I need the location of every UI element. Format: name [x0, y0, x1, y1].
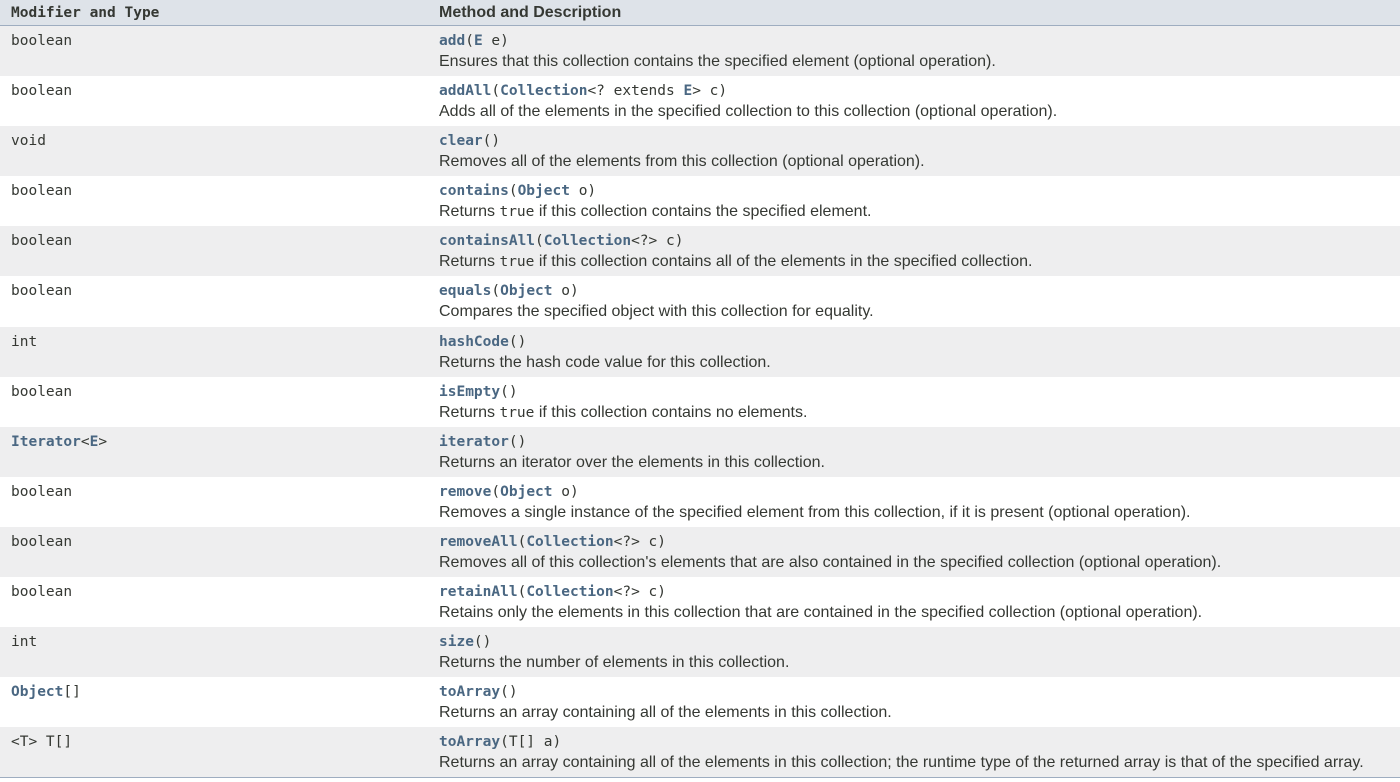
type-link[interactable]: Collection — [526, 584, 614, 601]
method-description — [439, 201, 1400, 223]
signature-text: boolean — [11, 83, 73, 100]
method-description-cell — [428, 81, 1400, 126]
type-link[interactable]: E — [89, 433, 99, 450]
method-description-cell — [428, 332, 1400, 377]
signature-text: ( — [465, 33, 474, 49]
method-description — [439, 602, 1400, 624]
method-name-link[interactable]: retainAll — [439, 584, 518, 601]
method-row-containsAll — [0, 226, 1400, 276]
signature-text: ( — [517, 584, 527, 601]
method-name-link[interactable]: clear — [439, 133, 483, 150]
method-name-link[interactable]: toArray — [439, 734, 501, 751]
modifier-type-cell — [0, 532, 428, 577]
signature-text: ( — [491, 83, 501, 100]
return-type — [11, 231, 428, 251]
description-text: if this collection contains no elements. — [534, 403, 808, 421]
method-signature — [439, 332, 1400, 352]
method-row-add — [0, 26, 1400, 76]
description-text: Returns — [439, 403, 500, 421]
modifier-type-cell — [0, 632, 428, 677]
type-link[interactable]: E — [683, 83, 693, 100]
signature-text: ( — [535, 233, 544, 250]
signature-text: int — [11, 634, 38, 651]
modifier-type-cell — [0, 432, 428, 477]
description-text: Returns — [439, 203, 500, 221]
signature-text: int — [11, 333, 38, 350]
return-type — [11, 632, 428, 652]
header-modifier-type: Modifier and Type — [11, 4, 160, 21]
description-text: Returns the number of elements in this collection. — [439, 654, 790, 672]
signature-text: (T[] a) — [500, 734, 562, 751]
description-text: Returns an iterator over the elements in this collection. — [439, 453, 825, 471]
method-description — [439, 702, 1400, 724]
method-signature — [439, 682, 1400, 702]
method-row-remove — [0, 477, 1400, 527]
type-link[interactable]: Object — [11, 684, 64, 701]
description-text: Adds all of the elements in the specified collection to this collection (optional operation). — [439, 103, 1058, 121]
method-signature — [439, 31, 1400, 51]
method-description-cell — [428, 532, 1400, 577]
inline-code: true — [499, 254, 535, 271]
description-text: Returns the hash code value for this collection. — [439, 353, 771, 371]
method-row-iterator — [0, 427, 1400, 477]
method-description-cell — [428, 382, 1400, 427]
signature-text: o) — [552, 483, 579, 500]
signature-text: o) — [569, 183, 597, 200]
signature-text: ( — [517, 533, 527, 550]
method-name-link[interactable]: addAll — [439, 83, 492, 100]
method-signature — [439, 432, 1400, 452]
method-description — [439, 101, 1400, 123]
method-row-isEmpty — [0, 377, 1400, 427]
description-text: Ensures that this collection contains the specified element (optional operation). — [439, 53, 996, 70]
return-type — [11, 582, 428, 602]
signature-text: o) — [552, 283, 579, 300]
method-signature — [439, 231, 1400, 251]
method-description-cell — [428, 432, 1400, 477]
method-description — [439, 402, 1400, 424]
description-text: Returns an array containing all of the elements in this collection; the runtime type of the returned array is that of the specified array. — [439, 754, 1364, 772]
method-description — [439, 452, 1400, 474]
description-text: if this collection contains all of the elements in the specified collection. — [534, 253, 1033, 271]
signature-text: () — [500, 684, 518, 701]
signature-text: () — [482, 133, 501, 150]
signature-text: boolean — [11, 33, 73, 49]
method-name-link[interactable]: remove — [439, 483, 492, 500]
signature-text: > — [98, 433, 108, 450]
type-link[interactable]: Collection — [526, 533, 614, 550]
return-type — [11, 682, 428, 702]
modifier-type-cell — [0, 332, 428, 377]
signature-text: <?> c) — [631, 233, 684, 250]
modifier-type-cell — [0, 732, 428, 777]
method-row-toArray — [0, 727, 1400, 777]
method-name-link[interactable]: size — [439, 634, 474, 651]
method-row-removeAll — [0, 527, 1400, 577]
description-text: Retains only the elements in this collection that are contained in the specified collection (optional operation). — [439, 604, 1203, 622]
return-type — [11, 332, 428, 352]
signature-text: ( — [491, 283, 501, 300]
return-type — [11, 532, 428, 552]
method-signature — [439, 732, 1400, 752]
signature-text: boolean — [11, 584, 73, 601]
signature-text: ( — [508, 183, 518, 200]
signature-text: <?> c) — [613, 584, 667, 601]
modifier-type-cell — [0, 81, 428, 126]
return-type — [11, 131, 428, 151]
signature-text: [] — [63, 684, 81, 701]
signature-text: <T> T[] — [11, 734, 73, 751]
description-text: Removes all of this collection's elements that are also contained in the specified collection (optional operation). — [439, 553, 1222, 571]
type-link[interactable]: Iterator — [11, 433, 81, 450]
method-name-link[interactable]: contains — [439, 183, 509, 200]
return-type — [11, 31, 428, 51]
method-name-link[interactable]: equals — [439, 283, 492, 300]
signature-text: () — [508, 333, 527, 350]
signature-text: boolean — [11, 533, 73, 550]
description-text: Removes a single instance of the specified element from this collection, if it is present (optional operation). — [439, 503, 1191, 521]
method-description-cell — [428, 181, 1400, 226]
method-name-link[interactable]: iterator — [439, 433, 509, 450]
signature-text: < — [80, 433, 90, 450]
method-name-link[interactable]: toArray — [439, 684, 501, 701]
signature-text: > c) — [692, 83, 728, 100]
signature-text: () — [500, 383, 518, 400]
signature-text: <? extends — [587, 83, 684, 100]
method-description — [439, 151, 1400, 173]
method-name-link[interactable]: isEmpty — [439, 383, 501, 400]
return-type — [11, 732, 428, 752]
method-description-cell — [428, 732, 1400, 777]
return-type — [11, 482, 428, 502]
method-signature — [439, 532, 1400, 552]
method-row-size — [0, 627, 1400, 677]
method-description-cell — [428, 131, 1400, 176]
method-signature — [439, 281, 1400, 301]
signature-text: () — [473, 634, 492, 651]
description-text: Removes all of the elements from this collection (optional operation). — [439, 153, 925, 171]
description-text: Returns an array containing all of the elements in this collection. — [439, 704, 892, 722]
return-type — [11, 181, 428, 201]
header-method-description: Method and Description — [439, 3, 622, 21]
method-row-retainAll — [0, 577, 1400, 627]
signature-text: boolean — [11, 383, 73, 400]
description-text: if this collection contains the specified element. — [534, 203, 872, 221]
method-row-addAll — [0, 76, 1400, 126]
method-row-hashCode — [0, 327, 1400, 377]
table-header — [0, 0, 1400, 26]
method-description — [439, 502, 1400, 524]
signature-text: boolean — [11, 183, 73, 200]
method-description — [439, 251, 1400, 273]
method-row-contains — [0, 176, 1400, 226]
table-bottom-border — [0, 777, 1400, 778]
modifier-type-cell — [0, 181, 428, 226]
signature-text: e) — [482, 33, 509, 49]
method-signature — [439, 482, 1400, 502]
method-description-cell — [428, 231, 1400, 276]
method-description — [439, 352, 1400, 374]
type-link[interactable]: Object — [500, 283, 553, 300]
modifier-type-cell — [0, 231, 428, 276]
type-link[interactable]: E — [473, 33, 483, 49]
method-description — [439, 51, 1400, 73]
method-signature — [439, 382, 1400, 402]
method-row-toArray — [0, 677, 1400, 727]
method-signature — [439, 131, 1400, 151]
method-name-link[interactable]: removeAll — [439, 533, 518, 550]
return-type — [11, 281, 428, 301]
signature-text: <?> c) — [613, 533, 667, 550]
description-text: Compares the specified object with this collection for equality. — [439, 303, 874, 321]
method-description — [439, 301, 1400, 323]
modifier-type-cell — [0, 131, 428, 176]
type-link[interactable]: Object — [500, 483, 553, 500]
method-signature — [439, 582, 1400, 602]
description-text: Returns — [439, 253, 500, 271]
type-link[interactable]: Collection — [543, 233, 632, 250]
method-description-cell — [428, 482, 1400, 527]
inline-code: true — [499, 204, 535, 221]
modifier-type-cell — [0, 482, 428, 527]
type-link[interactable]: Object — [517, 183, 570, 200]
method-signature — [439, 81, 1400, 101]
signature-text: boolean — [11, 483, 73, 500]
method-name-link[interactable]: hashCode — [439, 333, 509, 350]
signature-text: void — [11, 133, 46, 150]
method-name-link[interactable]: containsAll — [439, 233, 536, 250]
method-signature — [439, 181, 1400, 201]
method-signature — [439, 632, 1400, 652]
modifier-type-cell — [0, 31, 428, 76]
modifier-type-cell — [0, 382, 428, 427]
signature-text: () — [508, 433, 527, 450]
return-type — [11, 382, 428, 402]
method-description — [439, 652, 1400, 674]
modifier-type-cell — [0, 281, 428, 326]
method-description — [439, 552, 1400, 574]
type-link[interactable]: Collection — [500, 83, 588, 100]
signature-text: boolean — [11, 283, 73, 300]
signature-text: boolean — [11, 233, 73, 250]
method-description-cell — [428, 682, 1400, 727]
method-description — [439, 752, 1400, 774]
inline-code: true — [499, 404, 535, 421]
method-description-cell — [428, 31, 1400, 76]
method-row-equals — [0, 276, 1400, 326]
method-description-cell — [428, 582, 1400, 627]
method-row-clear — [0, 126, 1400, 176]
method-description-cell — [428, 281, 1400, 326]
modifier-type-cell — [0, 582, 428, 627]
return-type — [11, 432, 428, 452]
method-description-cell — [428, 632, 1400, 677]
method-name-link[interactable]: add — [439, 33, 466, 49]
method-rows — [0, 26, 1400, 777]
signature-text: ( — [491, 483, 501, 500]
return-type — [11, 81, 428, 101]
modifier-type-cell — [0, 682, 428, 727]
